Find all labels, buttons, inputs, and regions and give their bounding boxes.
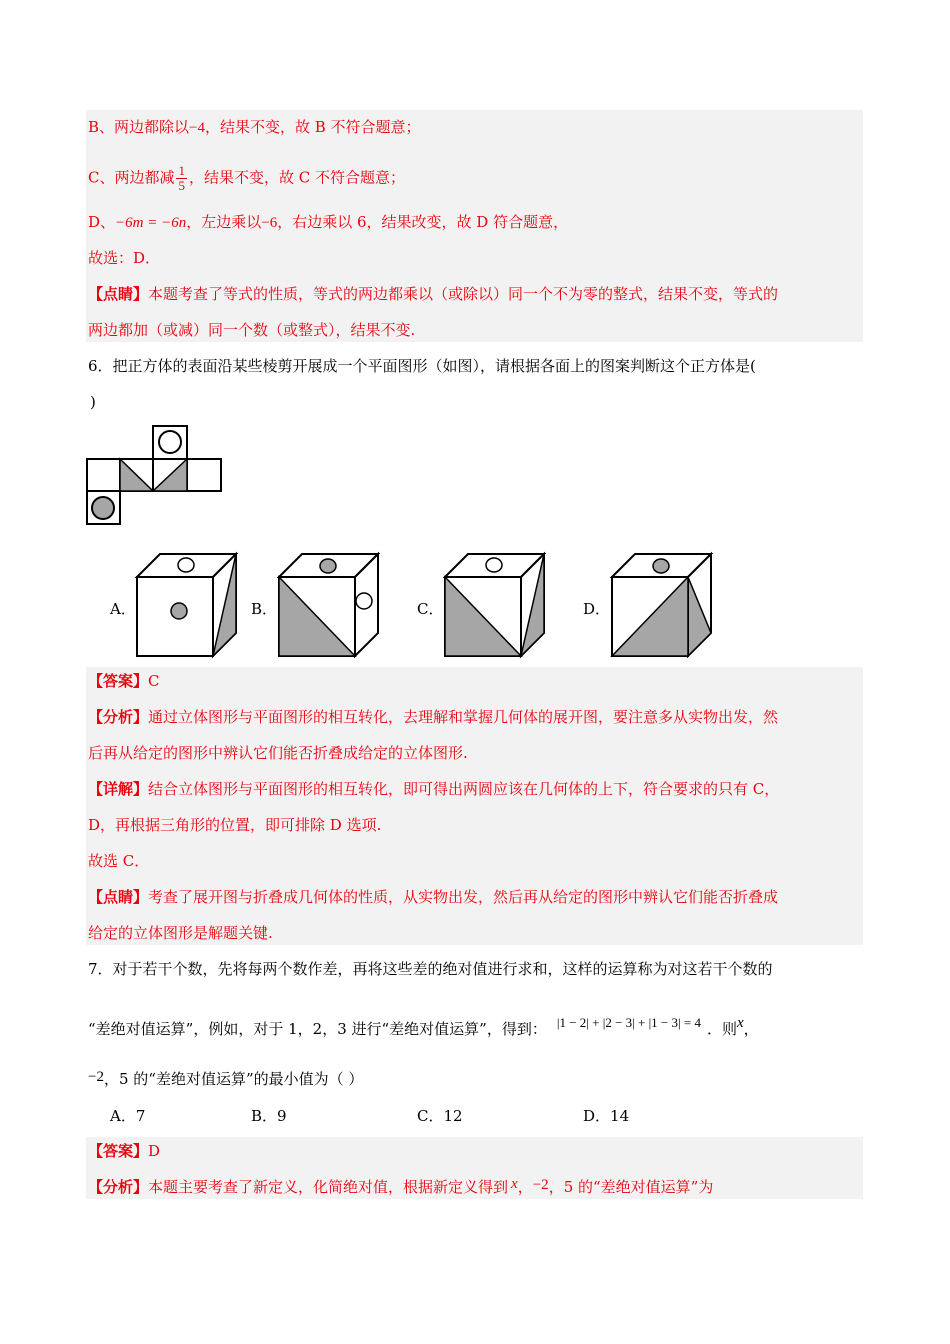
q6-analysis-line1: 【分析】通过立体图形与平面图形的相互转化，去理解和掌握几何体的展开图，要注意多从实物出发，然 [88, 708, 779, 726]
q7-option-a[interactable]: A．7 [110, 1107, 146, 1125]
option-c-explanation: C、两边都减 $\frac{1}{5}$ ，结果不变，故 C 不符合题意； [88, 163, 405, 193]
q7-option-c[interactable]: C．12 [417, 1107, 463, 1125]
q6-tip-line2: 给定的立体图形是解题关键. [88, 924, 273, 942]
q6-option-a-cube[interactable] [136, 553, 238, 657]
q7-example-formula: |1 − 2| + |2 − 3| + |1 − 3| = 4 [556, 1015, 701, 1030]
q6-tip-line1: 【点睛】考查了展开图与折叠成几何体的性质，从实物出发，然后再从给定的图形中辨认它们能否折叠成 [88, 888, 779, 906]
q6-detail-line2: D，再根据三角形的位置，即可排除 D 选项. [88, 816, 382, 834]
option-d-explanation: D、−6m = −6n，左边乘以−6，右边乘以 6，结果改变，故 D 符合题意， [88, 213, 569, 231]
q6-option-a-label[interactable]: A． [110, 600, 136, 618]
top-tip-line1: 【点睛】本题考查了等式的性质，等式的两边都乘以（或除以）同一个不为零的整式，结果不变，等式的 [88, 285, 779, 303]
q6-analysis-line2: 后再从给定的图形中辨认它们能否折叠成给定的立体图形. [88, 744, 468, 762]
top-choice: 故选：D． [88, 249, 161, 267]
q6-option-b-label[interactable]: B． [251, 600, 278, 618]
q6-answer: 【答案】C [88, 672, 160, 690]
q6-choice: 故选 C． [88, 852, 150, 870]
q6-detail-line1: 【详解】结合立体图形与平面图形的相互转化，即可得出两圆应该在几何体的上下，符合要求的只有 C， [88, 780, 780, 798]
q7-option-b[interactable]: B．9 [251, 1107, 287, 1125]
q7-stem-line1: 7．对于若干个数，先将每两个数作差，再将这些差的绝对值进行求和，这样的运算称为对这若干个数的 [88, 960, 773, 978]
q7-answer: 【答案】D [88, 1142, 161, 1160]
q7-option-d[interactable]: D．14 [583, 1107, 630, 1125]
q6-option-b-cube[interactable] [278, 553, 380, 657]
fraction-one-fifth: $\frac{1}{5}$ [178, 163, 185, 193]
cube-net-figure [86, 425, 222, 525]
q7-analysis: 【分析】本题主要考查了新定义，化简绝对值，根据新定义得到 x，−2，5 的“差绝对值运算”为 [88, 1176, 714, 1196]
q7-stem-line2: “差绝对值运算”，例如，对于 1，2，3 进行“差绝对值运算”，得到： |1 − 2| + |2 − 3| + |1 − 3| = 4 ．则x， [88, 1015, 759, 1038]
top-tip-line2: 两边都加（或减）同一个数（或整式），结果不变. [88, 321, 416, 339]
q7-stem-line3: −2，5 的“差绝对值运算”的最小值为（ ） [88, 1069, 364, 1088]
q6-option-d-cube[interactable] [611, 553, 713, 657]
q6-stem-line1: 6．把正方体的表面沿某些棱剪开展成一个平面图形（如图），请根据各面上的图案判断这个正方体是( [88, 357, 756, 375]
q6-option-d-label[interactable]: D． [583, 600, 611, 618]
q6-option-c-label[interactable]: C． [417, 600, 444, 618]
q6-option-c-cube[interactable] [444, 553, 546, 657]
q6-stem-line2: ) [90, 393, 96, 411]
option-b-explanation: B、两边都除以−4，结果不变，故 B 不符合题意； [88, 118, 421, 136]
